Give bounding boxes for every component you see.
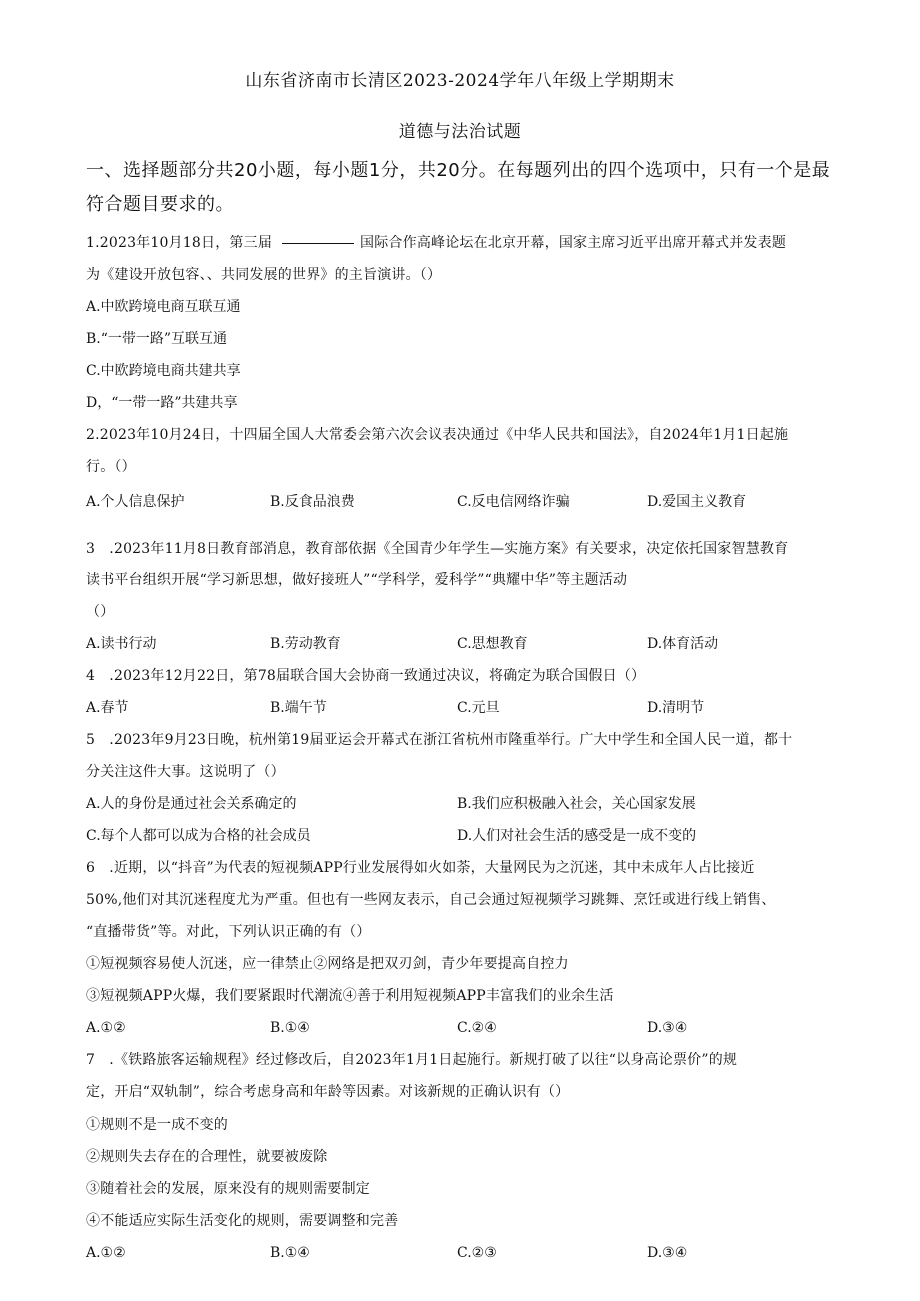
question-6-option-b: B.①④ (270, 1020, 310, 1036)
question-2-text-line-1: 2.2023年10月24日，十四届全国人大常委会第六次会议表决通过《中华人民共和国法》，自2024年1月1日起施 (86, 427, 789, 443)
question-6-text-line-1: 6 .近期，以“抖音”为代表的短视频APP行业发展得如火如荼，大量网民为之沉迷，其中未成年人占比接近 (86, 860, 755, 876)
question-7-statement-3: ③随着社会的发展，原来没有的规则需要制定 (86, 1181, 370, 1197)
question-4-option-d: D.清明节 (647, 700, 705, 716)
question-7-statement-4: ④不能适应实际生活变化的规则，需要调整和完善 (86, 1213, 399, 1229)
question-3-option-a: A.读书行动 (86, 636, 157, 652)
question-6-statement-1-2: ①短视频容易使人沉迷，应一律禁止②网络是把双刃剑，青少年要提高自控力 (86, 956, 569, 972)
question-1-option-d: D，“一带一路”共建共享 (86, 395, 238, 411)
section-instructions-line-2: 符合题目要求的。 (86, 194, 234, 215)
question-6-text-line-2: 50%,他们对其沉迷程度尤为严重。但也有一些网友表示，自己会通过短视频学习跳舞、烹饪或进行线上销售、 (86, 892, 776, 908)
question-7-option-d: D.③④ (647, 1245, 688, 1261)
question-6-option-d: D.③④ (647, 1020, 688, 1036)
question-1-text-line-2: 为《建设开放包容、、共同发展的世界》的主旨演讲。（） (86, 267, 442, 283)
question-3-option-c: C.思想教育 (457, 636, 528, 652)
question-2-option-c: C.反电信网络诈骗 (457, 494, 570, 510)
question-6-option-c: C.②④ (457, 1020, 497, 1036)
question-7-text-line-2: 定，开启“双轨制”，综合考虑身高和年龄等因素。对该新规的正确认识有（） (86, 1084, 570, 1100)
question-5-option-d: D.人们对社会生活的感受是一成不变的 (457, 828, 697, 844)
question-7-statement-2: ②规则失去存在的合理性，就要被废除 (86, 1149, 328, 1165)
question-5-option-b: B.我们应积极融入社会，关心国家发展 (457, 796, 696, 812)
question-3-text-line-1: 3 .2023年11月8日教育部消息，教育部依据《全国青少年学生—实施方案》有关要求，决定依托国家智慧教育 (86, 541, 789, 557)
question-2-option-d: D.爱国主义教育 (647, 494, 747, 510)
question-7-option-b: B.①④ (270, 1245, 310, 1261)
question-7-option-a: A.①② (86, 1245, 126, 1261)
question-7-option-c: C.②③ (457, 1245, 497, 1261)
question-6-text-line-3: “直播带货”等。对此，下列认识正确的有（） (86, 924, 371, 940)
question-1-text-line-1 (86, 233, 846, 253)
question-1-text-part-b: 国际合作高峰论坛在北京开幕，国家主席习近平出席开幕式并发表题 (360, 235, 787, 251)
question-2-option-b: B.反食品浪费 (270, 494, 355, 510)
question-3-text-line-2: 读书平台组织开展“学习新思想，做好接班人”“学科学，爱科学”“典耀中华”等主题活动 (86, 572, 628, 588)
question-5-text-line-1: 5 .2023年9月23日晚，杭州第19届亚运会开幕式在浙江省杭州市隆重举行。广大中学生和全国人民一道，都十 (86, 732, 793, 748)
question-1-option-b: B.“一带一路”互联互通 (86, 331, 228, 347)
exam-subtitle: 道德与法治试题 (398, 122, 522, 142)
fill-in-blank (282, 242, 354, 244)
section-instructions (86, 154, 846, 222)
question-4-text-line-1: 4 .2023年12月22日，第78届联合国大会协商一致通过决议，将确定为联合国假日（） (86, 668, 646, 684)
question-5-option-a: A.人的身份是通过社会关系确定的 (86, 796, 297, 812)
question-2-option-a: A.个人信息保护 (86, 494, 185, 510)
question-3-text-line-3: （） (86, 604, 115, 620)
question-5-option-c: C.每个人都可以成为合格的社会成员 (86, 828, 311, 844)
question-6-option-a: A.①② (86, 1020, 126, 1036)
question-7-text-line-1: 7 .《铁路旅客运输规程》经过修改后，自2023年1月1日起施行。新规打破了以往“以身高论票价”的规 (86, 1052, 738, 1068)
section-instructions-line-1: 一、选择题部分共20小题，每小题1分，共20分。在每题列出的四个选项中，只有一个是最 (86, 160, 831, 181)
question-3-option-d: D.体育活动 (647, 636, 719, 652)
question-3-option-b: B.劳动教育 (270, 636, 341, 652)
question-6-statement-3-4: ③短视频APP火爆，我们要紧跟时代潮流④善于利用短视频APP丰富我们的业余生活 (86, 988, 614, 1004)
question-5-text-line-2: 分关注这件大事。这说明了（） (86, 764, 285, 780)
question-4-option-a: A.春节 (86, 700, 129, 716)
question-7-statement-1: ①规则不是一成不变的 (86, 1117, 228, 1133)
question-1-text-part-a: 1.2023年10月18日，第三届 (86, 235, 273, 251)
exam-title: 山东省济南市长清区2023-2024学年八年级上学期期末 (245, 71, 675, 91)
question-2-text-line-2: 行。（） (86, 459, 136, 475)
question-4-option-b: B.端午节 (270, 700, 327, 716)
question-1-option-a: A.中欧跨境电商互联互通 (86, 299, 241, 315)
question-1-option-c: C.中欧跨境电商共建共享 (86, 363, 241, 379)
question-4-option-c: C.元旦 (457, 700, 500, 716)
